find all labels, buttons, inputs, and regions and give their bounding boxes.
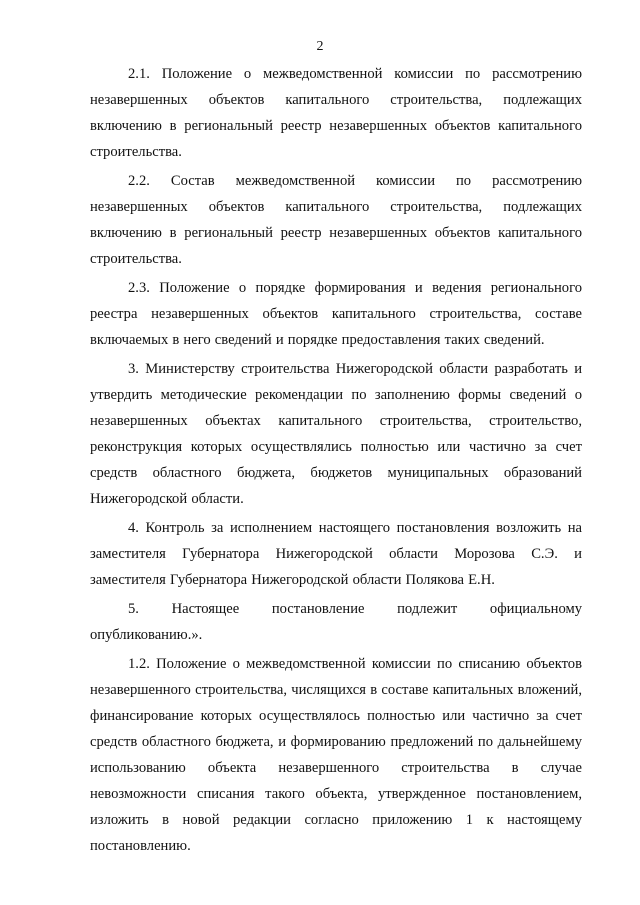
document-body: [90, 61, 582, 862]
paragraph-2-2: 2.2. Состав межведомственной комиссии по рассмотрению незавершенных объектов капитального строительства, подлежащих включению в региональный реестр незавершенных объектов капитального строительства.: [90, 173, 582, 267]
paragraph-2-1: 2.1. Положение о межведомственной комиссии по рассмотрению незавершенных объектов капитального строительства, подлежащих включению в региональный реестр незавершенных объектов капитального строительства.: [90, 66, 582, 160]
paragraph-2-3: 2.3. Положение о порядке формирования и ведения регионального реестра незавершенных объектов капитального строительства, составе включаемых в него сведений и порядке предоставления таких сведений.: [90, 280, 582, 348]
page-number: 2: [316, 39, 324, 54]
paragraph-5: 5. Настоящее постановление подлежит официальному опубликованию.».: [90, 601, 582, 643]
paragraph-1-2: 1.2. Положение о межведомственной комиссии по списанию объектов незавершенного строительства, числящихся в составе капитальных вложений, финансирование которых осуществлялось полностью или частично за счет средств областного бюджета, и формированию предложений по дальнейшему использованию объекта незавершенного строительства в случае невозможности списания такого объекта, утвержденное постановлением, изложить в новой редакции согласно приложению 1 к настоящему постановлению.: [90, 656, 582, 854]
paragraph-3: 3. Министерству строительства Нижегородской области разработать и утвердить методические рекомендации по заполнению формы сведений о незавершенных объектах капитального строительства, строительство, реконструкция которых осуществлялись полностью или частично за счет средств областного бюджета, бюджетов муниципальных образований Нижегородской области.: [90, 361, 582, 507]
paragraph-4: 4. Контроль за исполнением настоящего постановления возложить на заместителя Губернатора Нижегородской области Морозова С.Э. и заместителя Губернатора Нижегородской области Полякова Е.Н.: [90, 520, 582, 588]
